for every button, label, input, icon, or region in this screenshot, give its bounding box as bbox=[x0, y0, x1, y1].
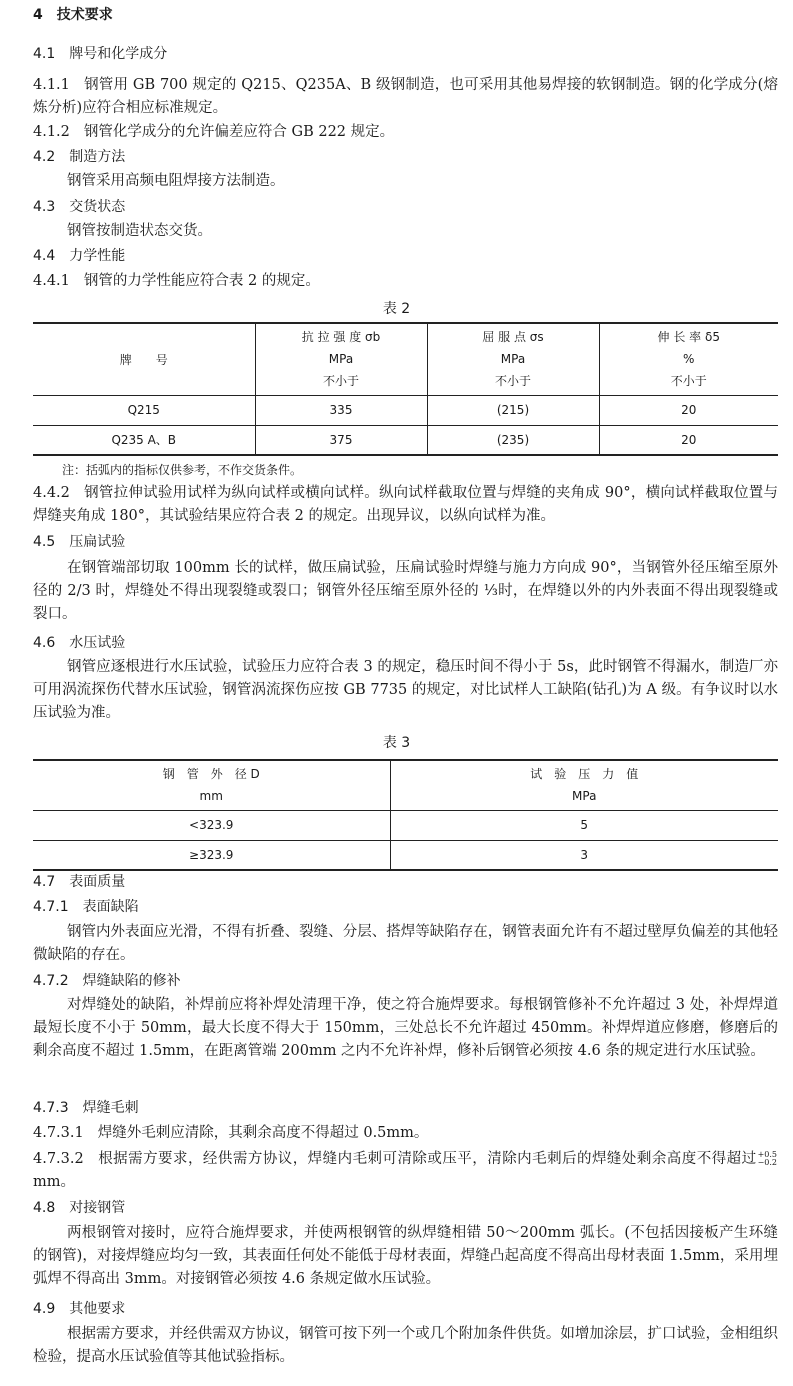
clause-number: 4.7.1 bbox=[33, 899, 69, 915]
header-label: 抗 拉 强 度 σb bbox=[301, 330, 381, 345]
clause-title: 水压试验 bbox=[69, 635, 126, 651]
clause-number: 4.8 bbox=[33, 1200, 56, 1216]
clause-number: 4.4.1 bbox=[33, 273, 70, 289]
clause-heading bbox=[33, 1097, 778, 1120]
clause-heading bbox=[33, 1197, 778, 1220]
clause-title: 焊缝毛刺 bbox=[82, 1100, 139, 1116]
clause-number: 4.6 bbox=[33, 635, 56, 651]
table-cell: Q235 A、B bbox=[33, 425, 255, 455]
header-qualifier: 不小于 bbox=[494, 374, 531, 389]
clause-title: 表面质量 bbox=[69, 874, 126, 890]
clause-number: 4.7.3.1 bbox=[33, 1125, 84, 1141]
clause-text: 钢管的力学性能应符合表 2 的规定。 bbox=[83, 273, 320, 289]
clause-heading bbox=[33, 896, 778, 919]
header-label: 试 验 压 力 值 bbox=[530, 767, 639, 782]
clause-title: 其他要求 bbox=[69, 1301, 126, 1317]
clause-paragraph bbox=[33, 270, 778, 293]
clause-text: 钢管用 GB 700 规定的 Q215、Q235A、B 级钢制造，也可采用其他易焊接的软钢制造。钢的化学成分(熔炼分析)应符合相应标准规定。 bbox=[33, 77, 778, 116]
header-unit: MPa bbox=[328, 352, 354, 367]
clause-text: 根据需方要求，并经供需双方协议，钢管可按下列一个或几个附加条件供货。如增加涂层，扩口试验，金相组织检验，提高水压试验值等其他试验指标。 bbox=[33, 1326, 778, 1365]
clause-paragraph bbox=[33, 1148, 778, 1194]
column-header bbox=[33, 760, 390, 810]
clause-text: mm。 bbox=[33, 1174, 75, 1190]
table-cell: (235) bbox=[427, 425, 599, 455]
tolerance bbox=[758, 1151, 777, 1167]
header-unit: % bbox=[683, 352, 695, 367]
table-caption: 表 3 bbox=[382, 735, 411, 751]
table-cell: ≥323.9 bbox=[33, 840, 390, 870]
table-header-row bbox=[33, 760, 778, 810]
hydrostatic-pressure-table bbox=[33, 759, 778, 871]
clause-number: 4.7.2 bbox=[33, 973, 69, 989]
clause-text: 在钢管端部切取 100mm 长的试样，做压扁试验，压扁试验时焊缝与施力方向成 90°，当钢管外径压缩至原外径的 2/3 时，焊缝处不得出现裂缝或裂口；钢管外径压缩至原外径的 ⅓时，在焊缝以外的内外表面不得出现裂缝或裂口。 bbox=[33, 560, 778, 622]
section-heading bbox=[33, 4, 778, 27]
clause-heading bbox=[33, 146, 778, 169]
clause-paragraph bbox=[33, 74, 778, 120]
table-cell: 335 bbox=[255, 395, 427, 425]
section-number: 4 bbox=[33, 7, 43, 23]
table-cell: <323.9 bbox=[33, 810, 390, 840]
header-label: 伸 长 率 δ5 bbox=[657, 330, 720, 345]
tolerance-plus: +0.5 bbox=[757, 1150, 777, 1159]
clause-heading bbox=[33, 1298, 778, 1321]
clause-number: 4.1.1 bbox=[33, 77, 70, 93]
table-header-row bbox=[33, 323, 778, 395]
table-row bbox=[33, 810, 778, 840]
clause-number: 4.1.2 bbox=[33, 124, 70, 140]
header-unit: MPa bbox=[572, 789, 597, 804]
clause-heading bbox=[33, 970, 778, 993]
table-cell: 20 bbox=[681, 432, 697, 447]
table-row bbox=[33, 395, 778, 425]
header-qualifier: 不小于 bbox=[670, 374, 707, 389]
clause-text: 钢管拉伸试验用试样为纵向试样或横向试样。纵向试样截取位置与焊缝的夹角成 90°，横向试样截取位置与焊缝夹角成 180°，其试验结果应符合表 2 的规定。出现异议，以纵向试样为准。 bbox=[33, 485, 778, 524]
clause-title: 对接钢管 bbox=[69, 1200, 126, 1216]
clause-heading bbox=[33, 531, 778, 554]
clause-heading bbox=[33, 245, 778, 268]
clause-text: 钢管化学成分的允许偏差应符合 GB 222 规定。 bbox=[83, 124, 395, 140]
clause-number: 4.9 bbox=[33, 1301, 56, 1317]
table-caption: 表 2 bbox=[382, 301, 411, 317]
clause-number: 4.7 bbox=[33, 874, 56, 890]
clause-number: 4.7.3 bbox=[33, 1100, 69, 1116]
table-cell: Q215 bbox=[33, 395, 255, 425]
clause-text: 焊缝外毛刺应清除，其剩余高度不得超过 0.5mm。 bbox=[97, 1125, 429, 1141]
clause-number: 4.5 bbox=[33, 534, 56, 550]
clause-number: 4.1 bbox=[33, 46, 56, 62]
clause-text: 根据需方要求，经供需方协议，焊缝内毛刺可清除或压平，清除内毛刺后的焊缝处剩余高度不得超过 bbox=[97, 1151, 757, 1167]
column-header bbox=[255, 323, 427, 395]
table-cell: (215) bbox=[427, 395, 599, 425]
table-cell: 375 bbox=[255, 425, 427, 455]
clause-heading bbox=[33, 43, 778, 66]
header-qualifier: 不小于 bbox=[322, 374, 359, 389]
clause-title: 压扁试验 bbox=[69, 534, 126, 550]
column-header: 牌 号 bbox=[33, 323, 255, 395]
table-cell: 20 bbox=[681, 403, 697, 417]
table-note: 注：括弧内的指标仅供参考，不作交货条件。 bbox=[62, 463, 303, 477]
clause-heading bbox=[33, 871, 778, 894]
table-cell: 5 bbox=[580, 818, 589, 832]
clause-number: 4.2 bbox=[33, 149, 56, 165]
section-title: 技术要求 bbox=[56, 7, 113, 23]
tolerance-minus: −0.2 bbox=[757, 1158, 777, 1167]
clause-title: 制造方法 bbox=[69, 149, 126, 165]
clause-number: 4.7.3.2 bbox=[33, 1151, 84, 1167]
header-unit: mm bbox=[199, 789, 223, 804]
column-header bbox=[427, 323, 599, 395]
clause-text: 对焊缝处的缺陷，补焊前应将补焊处清理干净，使之符合施焊要求。每根钢管修补不允许超过 3 处，补焊焊道最短长度不小于 50mm，最大长度不得大于 150mm，三处总长不允许超过 450mm。补焊焊道应修磨，修磨后的剩余高度不超过 1.5mm，在距离管端 200mm 之内不允许补焊，修补后钢管必须按 4.6 条的规定进行水压试验。 bbox=[33, 997, 778, 1059]
column-header bbox=[599, 323, 778, 395]
clause-number: 4.4 bbox=[33, 248, 56, 264]
header-label: 钢 管 外 径 D bbox=[162, 767, 260, 782]
clause-title: 焊缝缺陷的修补 bbox=[82, 973, 181, 989]
clause-paragraph bbox=[33, 121, 778, 144]
column-header bbox=[390, 760, 778, 810]
clause-text: 钢管按制造状态交货。 bbox=[67, 223, 212, 239]
table-row bbox=[33, 425, 778, 455]
clause-text: 钢管应逐根进行水压试验，试验压力应符合表 3 的规定，稳压时间不得小于 5s，此时钢管不得漏水，制造厂亦可用涡流探伤代替水压试验，钢管涡流探伤应按 GB 7735 的规定，对比试样人工缺陷(钻孔)为 A 级。有争议时以水压试验为准。 bbox=[33, 659, 778, 721]
clause-paragraph bbox=[33, 1122, 778, 1145]
clause-heading bbox=[33, 196, 778, 219]
clause-title: 力学性能 bbox=[69, 248, 126, 264]
table-row bbox=[33, 840, 778, 870]
clause-paragraph bbox=[33, 482, 778, 528]
clause-text: 钢管内外表面应光滑，不得有折叠、裂缝、分层、搭焊等缺陷存在，钢管表面允许有不超过壁厚负偏差的其他轻微缺陷的存在。 bbox=[33, 924, 778, 963]
header-label: 屈 服 点 σs bbox=[482, 330, 544, 345]
clause-text: 钢管采用高频电阻焊接方法制造。 bbox=[67, 173, 285, 189]
clause-text: 两根钢管对接时，应符合施焊要求，并使两根钢管的纵焊缝相错 50～200mm 弧长。(不包括因接板产生环缝的钢管)，对接焊缝应均匀一致，其表面任何处不能低于母材表面，焊缝凸起高度不得高出母材表面 1.5mm，采用埋弧焊不得高出 3mm。对接钢管必须按 4.6 条规定做水压试验。 bbox=[33, 1225, 778, 1287]
clause-number: 4.4.2 bbox=[33, 485, 70, 501]
clause-title: 交货状态 bbox=[69, 199, 126, 215]
clause-heading bbox=[33, 632, 778, 655]
clause-number: 4.3 bbox=[33, 199, 56, 215]
mechanical-properties-table bbox=[33, 322, 778, 456]
clause-title: 牌号和化学成分 bbox=[69, 46, 168, 62]
header-unit: MPa bbox=[500, 352, 526, 367]
table-cell: 3 bbox=[580, 847, 589, 862]
clause-title: 表面缺陷 bbox=[82, 899, 139, 915]
